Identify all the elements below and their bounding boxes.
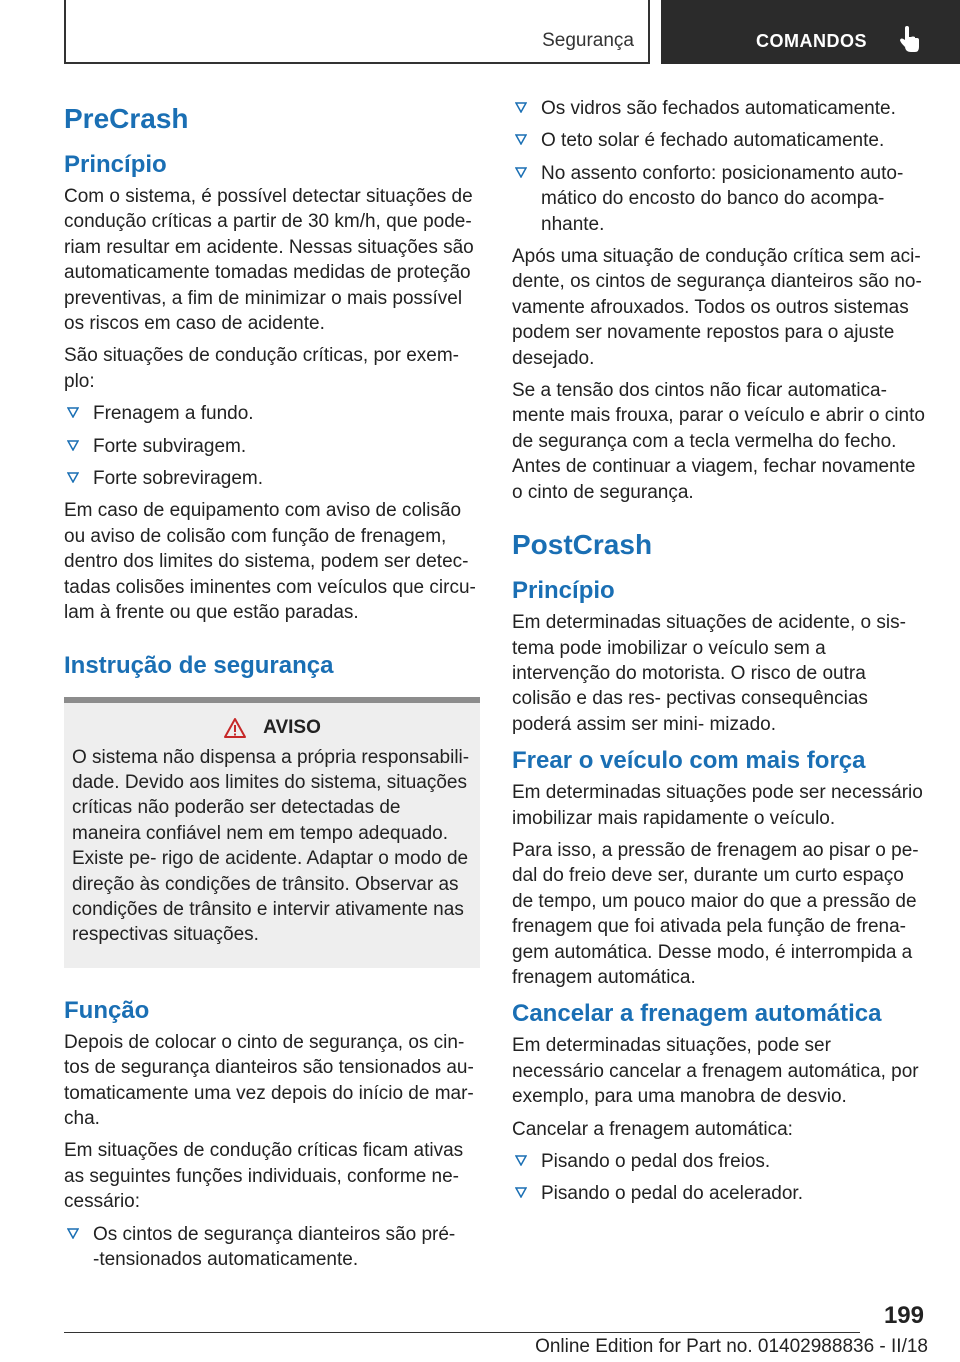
paragraph: Em determinadas situações, pode ser necessário cancelar a frenagem automática, por exemplo, para uma manobra de desvio. xyxy=(512,1035,919,1108)
header-section-box xyxy=(64,0,650,64)
list-item: Os cintos de segurança dianteiros são pré- ‑tensionados automaticamente. xyxy=(64,1222,480,1273)
brake-harder-heading: Frear o veículo com mais força xyxy=(512,747,866,775)
safety-heading: Instrução de segurança xyxy=(64,651,334,679)
triangle-bullet-icon xyxy=(515,1154,527,1166)
paragraph: Em determinadas situações pode ser necessário imobilizar mais rapidamente o veículo. xyxy=(512,782,923,829)
paragraph: Para isso, a pressão de frenagem ao pisar o pe‐ dal do freio deve ser, durante um curto espaço de tempo, um pouco maior do que a pressão de frenagem que foi ativada pela função de frena‐ gem automática. Desse modo, é interrompida a frenagem automática. xyxy=(512,839,919,988)
warning-triangle-icon xyxy=(223,717,247,739)
paragraph: Cancelar a frenagem automática: xyxy=(512,1118,793,1140)
list-item: Pisando o pedal do acelerador. xyxy=(512,1181,928,1206)
warning-header xyxy=(72,717,472,739)
warning-text: O sistema não dispensa a própria responsabili‐ dade. Devido aos limites do sistema, situações críticas não poderão ser detectadas de maneira confiável nem em tempo adequado. Existe pe‐ rigo de acidente. Adaptar o modo de direção às condições de trânsito. Observar as condições de trânsito e intervir ativamente nas respectivas situações. xyxy=(72,746,470,946)
precrash-principle-heading: Princípio xyxy=(64,151,167,178)
paragraph: Em determinadas situações de acidente, o sis‐ tema pode imobilizar o veículo sem a intervenção do motorista. O risco de outra colisão e das res‐ pectivas consequências poderá assim ser mini‐ mizado. xyxy=(512,612,906,735)
triangle-bullet-icon xyxy=(67,406,79,418)
right-column xyxy=(512,96,928,1214)
triangle-bullet-icon xyxy=(515,101,527,113)
list-item: O teto solar é fechado automaticamente. xyxy=(512,128,928,153)
paragraph: Em caso de equipamento com aviso de colisão ou aviso de colisão com função de frenagem, dentro dos limites do sistema, podem ser detec‐ tadas colisões iminentes com veículos que circu‐ lam à frente ou que estão paradas. xyxy=(64,500,476,624)
function-heading: Função xyxy=(64,996,150,1024)
header-chapter-box xyxy=(661,0,960,64)
bullet-list xyxy=(64,1222,480,1273)
left-column xyxy=(64,96,480,1279)
page-number: 199 xyxy=(883,1302,924,1329)
paragraph: Após uma situação de condução crítica sem aci‐ dente, os cintos de segurança dianteiros são no‐ vamente afrouxados. Todos os outros sistemas podem ser novamente repostos para o ajuste desejado. xyxy=(512,246,922,369)
list-item: Frenagem a fundo. xyxy=(64,401,480,426)
paragraph: Depois de colocar o cinto de segurança, os cin‐ tos de segurança dianteiros são tensionados au‐ tomaticamente uma vez depois do início de mar‐ cha. xyxy=(64,1031,474,1129)
triangle-bullet-icon xyxy=(67,471,79,483)
warning-box xyxy=(64,697,480,968)
list-item: Os vidros são fechados automaticamente. xyxy=(512,96,928,121)
paragraph: Em situações de condução críticas ficam ativas as seguintes funções individuais, conforme ne‐ cessário: xyxy=(64,1140,464,1213)
paragraph: São situações de condução críticas, por exem‐ plo: xyxy=(64,345,459,392)
postcrash-title: PostCrash xyxy=(512,529,653,561)
triangle-bullet-icon xyxy=(515,166,527,178)
bullet-list xyxy=(512,1149,928,1207)
hand-pointer-icon xyxy=(898,26,920,54)
list-item: Forte subviragem. xyxy=(64,434,480,459)
paragraph: Com o sistema, é possível detectar situações de condução críticas a partir de 30 km/h, que pode‐ riam resultar em acidente. Nessas situações são automaticamente tomadas medidas de proteção preventivas, a fim de minimizar o mais possível os riscos em caso de acidente. xyxy=(64,186,474,335)
bullet-list xyxy=(64,401,480,491)
triangle-bullet-icon xyxy=(515,133,527,145)
header-section-title: Segurança xyxy=(542,30,634,51)
header-chapter-title: COMANDOS xyxy=(756,31,867,51)
footer-edition: Online Edition for Part no. 01402988836 - II/18 xyxy=(535,1336,928,1357)
footer-divider xyxy=(64,1332,860,1333)
list-item: Forte sobreviragem. xyxy=(64,466,480,491)
postcrash-principle-heading: Princípio xyxy=(512,577,615,605)
cancel-braking-heading: Cancelar a frenagem automática xyxy=(512,1000,882,1028)
list-item: Pisando o pedal dos freios. xyxy=(512,1149,928,1174)
triangle-bullet-icon xyxy=(67,1227,79,1239)
bullet-list xyxy=(512,96,928,237)
list-item: No assento conforto: posicionamento auto‐ mático do encosto do banco do acompa‐ nhante. xyxy=(512,161,928,237)
triangle-bullet-icon xyxy=(515,1186,527,1198)
precrash-title: PreCrash xyxy=(64,103,189,134)
warning-title: AVISO xyxy=(263,716,321,738)
paragraph: Se a tensão dos cintos não ficar automatica‐ mente mais frouxa, parar o veículo e abrir o cinto de segurança com a tecla vermelha do fecho. Antes de continuar a viagem, fechar novamente o cinto de segurança. xyxy=(512,380,925,503)
triangle-bullet-icon xyxy=(67,439,79,451)
